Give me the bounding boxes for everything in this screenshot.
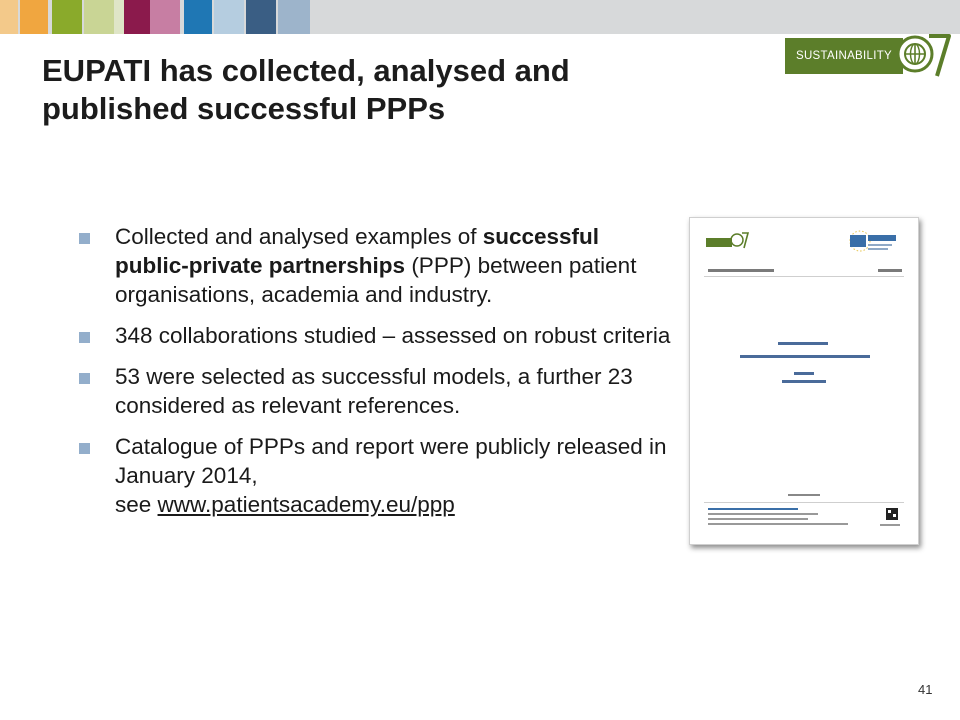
bullet-text: (PPP) between patient organisations, academia and industry. <box>115 253 637 307</box>
bullet-item <box>75 222 675 309</box>
bullet-text: Collected and analysed examples of <box>115 224 483 249</box>
color-swatch <box>214 0 244 34</box>
bullet-marker <box>79 332 90 343</box>
color-swatch <box>20 0 48 34</box>
bullet-text: 53 were selected as successful models, a further 23 considered as relevant references. <box>115 364 633 418</box>
bullet-text: see <box>115 492 158 517</box>
slide-title <box>42 52 722 128</box>
bullet-text: 348 collaborations studied – assessed on robust criteria <box>115 323 671 348</box>
patientsacademy-link[interactable]: www.patientsacademy.eu/ppp <box>157 492 455 517</box>
bullet-list <box>75 222 675 531</box>
globe-seven-icon <box>893 28 951 80</box>
report-cover-image <box>690 218 918 544</box>
bullet-marker <box>79 443 90 454</box>
bullet-item <box>75 362 675 420</box>
color-swatch <box>150 0 180 34</box>
title-line-1: EUPATI has collected, analysed and <box>42 53 570 88</box>
color-swatch <box>84 0 114 34</box>
bullet-marker <box>79 233 90 244</box>
color-swatch <box>184 0 212 34</box>
title-line-2: published successful PPPs <box>42 91 446 126</box>
bullet-item <box>75 432 675 519</box>
report-thumbnail <box>689 217 919 545</box>
bullet-emphasis: successful public-private partnerships <box>115 224 600 278</box>
logo-text: SUSTAINABILITY <box>795 50 892 62</box>
color-swatch <box>124 0 150 34</box>
bullet-marker <box>79 373 90 384</box>
color-swatch <box>52 0 82 34</box>
bullet-text: Catalogue of PPPs and report were publicly released in January 2014, <box>115 434 667 488</box>
sustainability-logo <box>785 28 945 78</box>
color-swatch <box>278 0 310 34</box>
color-swatch <box>0 0 18 34</box>
bullet-item <box>75 321 675 350</box>
page-number: 41 <box>918 682 933 697</box>
color-swatch <box>114 0 124 34</box>
color-swatch <box>246 0 276 34</box>
